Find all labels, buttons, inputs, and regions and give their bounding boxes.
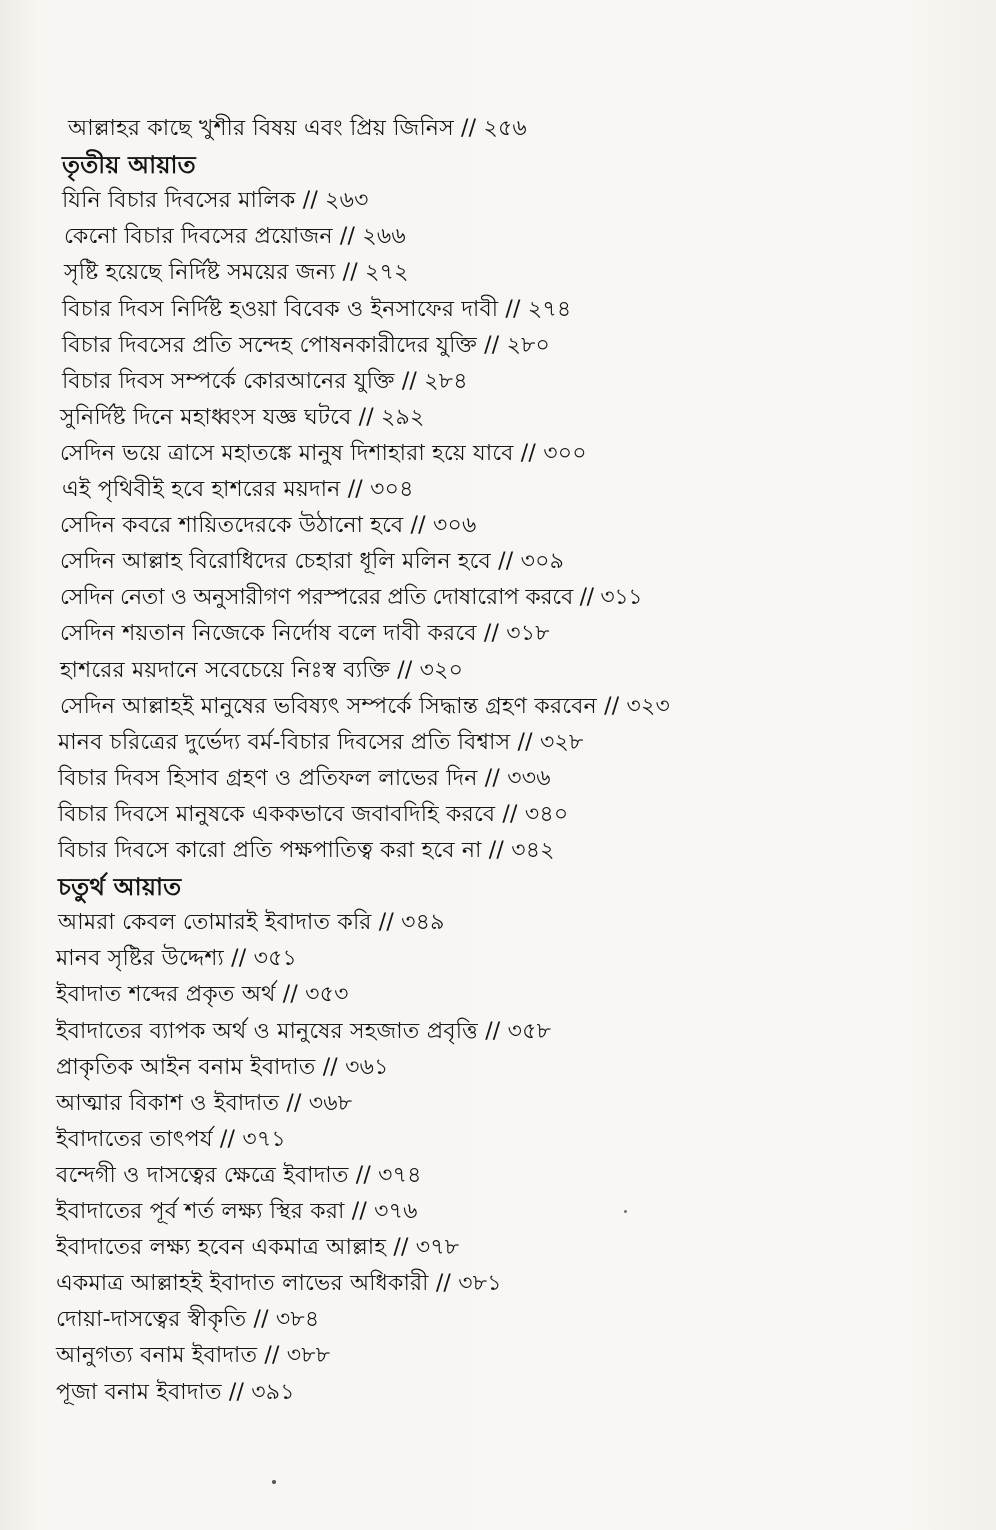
page-number: // ২৮০ [477,333,550,358]
toc-entry [58,908,445,938]
toc-entry [56,1125,286,1155]
page-number: // ৩৬১ [316,1055,389,1080]
toc-entry [60,547,564,577]
toc-entry [56,1197,418,1227]
toc-entry [62,331,550,361]
page-number: // ৩৭৪ [349,1163,422,1188]
toc-entry [60,583,642,613]
entry-title: সেদিন আল্লাহ বিরোধিদের চেহারা ধূলি মলিন হবে [60,549,491,574]
entry-title: সেদিন ভয়ে ত্রাসে মহাতঙ্কে মানুষ দিশাহারা হয়ে যাবে [60,441,514,466]
page-number: // ৩৪৯ [372,910,445,935]
toc-entry [56,1089,352,1119]
entry-title: একমাত্র আল্লাহই ইবাদাত লাভের অধিকারী [56,1271,429,1296]
toc-entry [58,728,583,758]
page-number: // ৩৯১ [222,1380,295,1405]
toc-entry [58,836,555,866]
page-number: // ৩৬৮ [279,1091,352,1116]
page-number: // ২৬৬ [333,224,406,249]
paper-speck [624,1210,627,1213]
entry-title: আমরা কেবল তোমারই ইবাদাত করি [58,910,372,935]
entry-title: হাশরের ময়দানে সবেচেয়ে নিঃস্ব ব্যক্তি [60,658,391,683]
toc-entry [60,511,477,541]
page-number: // ৩৩৬ [478,766,551,791]
page-number: // ৩৮৪ [246,1307,319,1332]
toc-entry [62,295,571,325]
entry-title: সৃষ্টি হয়েছে নির্দিষ্ট সময়ের জন্য [64,260,336,285]
page-number: // ৩৫৩ [276,982,349,1007]
page-number: // ৩৪০ [495,802,568,827]
toc-entry [56,1233,459,1263]
entry-title: দোয়া-দাসত্বের স্বীকৃতি [56,1307,247,1332]
page-number: // ৩৮১ [429,1271,502,1296]
page-number: // ৩৮৮ [257,1343,330,1368]
toc-entry [60,692,670,722]
entry-title: ইবাদাতের তাৎপর্য [56,1127,213,1152]
page-number: // ২৫৬ [454,116,527,141]
toc-entry [64,222,406,252]
page-number: // ৩১১ [573,585,642,610]
page-number: // ৩২৮ [510,730,583,755]
toc-entry [58,800,568,830]
entry-title: বিচার দিবস হিসাব গ্রহণ ও প্রতিফল লাভের দিন [58,766,478,791]
page-number: // ৩৫৮ [478,1019,551,1044]
toc-entry [60,619,550,649]
toc-entry [62,367,468,397]
entry-title: আনুগত্য বনাম ইবাদাত [56,1343,258,1368]
toc-entry [64,258,409,288]
entry-title: এই পৃথিবীই হবে হাশরের ময়দান [62,477,341,502]
entry-title: বিচার দিবস সম্পর্কে কোরআনের যুক্তি [62,369,395,394]
entry-title: বিচার দিবস নির্দিষ্ট হওয়া বিবেক ও ইনসাফের দাবী [62,297,499,322]
entry-title: বন্দেগী ও দাসত্বের ক্ষেত্রে ইবাদাত [56,1163,349,1188]
toc-entry [58,764,551,794]
entry-title: যিনি বিচার দিবসের মালিক [62,188,296,213]
page-number: // ৩০৪ [341,477,414,502]
entry-title: সেদিন আল্লাহই মানুষের ভবিষ্যৎ সম্পর্কে সিদ্ধান্ত গ্রহণ করবেন [60,694,597,719]
toc-entry [60,439,587,469]
entry-title: বিচার দিবসে কারো প্রতি পক্ষপাতিত্ব করা হবে না [58,838,482,863]
toc-entry [56,1341,330,1371]
section-heading: চতুর্থ আয়াত [58,873,182,901]
page-number: // ২৬৩ [296,188,369,213]
toc-entry [56,944,297,974]
toc-entry [60,403,425,433]
entry-title: বিচার দিবসের প্রতি সন্দেহ পোষনকারীদের যুক্তি [62,333,477,358]
entry-title: ইবাদাতের ব্যাপক অর্থ ও মানুষের সহজাত প্রবৃত্তি [56,1019,478,1044]
entry-title: আল্লাহর কাছে খুশীর বিষয় এবং প্রিয় জিনিস [68,116,454,141]
entry-title: মানব সৃষ্টির উদ্দেশ্য [56,946,224,971]
toc-entry [56,1269,502,1299]
page-number: // ৩২৩ [597,694,670,719]
entry-title: প্রাকৃতিক আইন বনাম ইবাদাত [56,1055,316,1080]
entry-title: কেনো বিচার দিবসের প্রয়োজন [64,224,333,249]
table-of-contents [0,114,996,1454]
entry-title: পূজা বনাম ইবাদাত [56,1380,222,1405]
toc-entry [62,186,369,216]
page-number: // ৩৭৬ [345,1199,418,1224]
entry-title: সুনির্দিষ্ট দিনে মহাধ্বংস যজ্ঞ ঘটবে [60,405,352,430]
toc-entry [56,1378,295,1408]
toc-entry [56,1305,319,1335]
entry-title: সেদিন নেতা ও অনুসারীগণ পরস্পরের প্রতি দোষারোপ করবে [60,585,573,610]
toc-entry [56,1053,389,1083]
page-number: // ২৯২ [351,405,424,430]
toc-entry [62,475,414,505]
toc-entry [68,114,527,144]
toc-entry [56,1017,551,1047]
page-number: // ৩৫১ [224,946,297,971]
entry-title: বিচার দিবসে মানুষকে এককভাবে জবাবদিহি করবে [58,802,496,827]
section-heading: তৃতীয় আয়াত [62,151,196,179]
entry-title: মানব চরিত্রের দুর্ভেদ্য বর্ম-বিচার দিবসের প্রতি বিশ্বাস [58,730,511,755]
toc-entry [56,1161,422,1191]
page-number: // ৩৭৮ [386,1235,459,1260]
paper-speck [272,1480,276,1484]
toc-entry [60,656,463,686]
page-number: // ৩০৯ [491,549,564,574]
entry-title: আত্মার বিকাশ ও ইবাদাত [56,1091,280,1116]
page-number: // ২৭৪ [498,297,571,322]
page-number: // ৩২০ [390,658,463,683]
page-number: // ২৭২ [335,260,408,285]
entry-title: ইবাদাতের লক্ষ্য হবেন একমাত্র আল্লাহ [56,1235,387,1260]
page-number: // ৩৭১ [213,1127,286,1152]
entry-title: ইবাদাত শব্দের প্রকৃত অর্থ [56,982,276,1007]
entry-title: সেদিন শয়তান নিজেকে নির্দোষ বলে দাবী করবে [60,621,477,646]
entry-title: সেদিন কবরে শায়িতদেরকে উঠানো হবে [60,513,404,538]
page-number: // ৩০০ [514,441,587,466]
toc-entry [56,980,349,1010]
page-number: // ৩১৮ [477,621,550,646]
page-number: // ২৮৪ [395,369,468,394]
page-number: // ৩৪২ [482,838,555,863]
entry-title: ইবাদাতের পূর্ব শর্ত লক্ষ্য স্থির করা [56,1199,345,1224]
page-number: // ৩০৬ [403,513,476,538]
